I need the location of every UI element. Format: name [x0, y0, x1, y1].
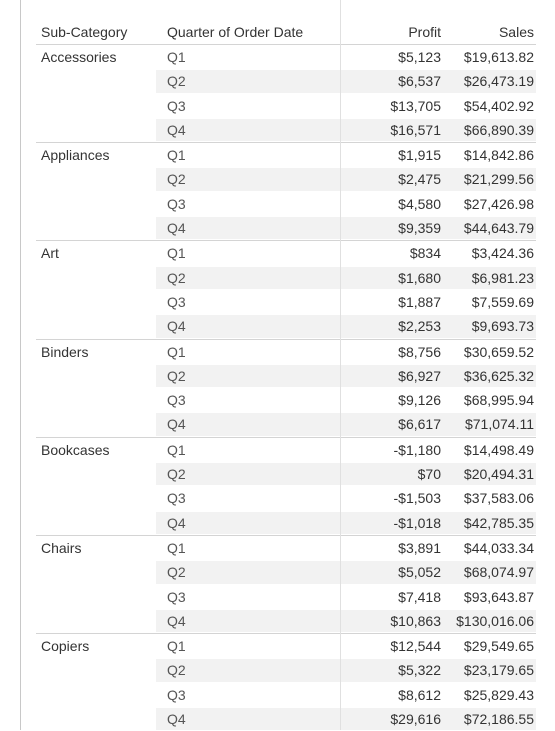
header-row	[36, 22, 536, 44]
sales-cell[interactable]: $54,402.92	[463, 97, 534, 114]
sales-cell[interactable]: $68,995.94	[463, 392, 534, 409]
sales-cell[interactable]: $29,549.65	[463, 638, 534, 655]
profit-cell[interactable]: $12,544	[390, 638, 441, 655]
quarter-cell[interactable]: Q4	[167, 514, 186, 531]
profit-cell[interactable]: $1,887	[398, 293, 441, 310]
quarter-cell[interactable]: Q3	[167, 97, 186, 114]
quarter-cell[interactable]: Q3	[167, 293, 186, 310]
table-row	[36, 266, 536, 290]
sales-cell[interactable]: $23,179.65	[463, 662, 534, 679]
profit-cell[interactable]: $8,612	[398, 686, 441, 703]
profit-cell[interactable]: $5,322	[398, 662, 441, 679]
sub-category-label[interactable]: Chairs	[41, 539, 82, 556]
table-row	[36, 290, 536, 314]
profit-cell[interactable]: $6,537	[398, 73, 441, 90]
table-row	[36, 438, 536, 462]
table-row	[36, 462, 536, 486]
sales-cell[interactable]: $27,426.98	[463, 195, 534, 212]
profit-cell[interactable]: $2,253	[398, 318, 441, 335]
profit-cell[interactable]: $2,475	[398, 171, 441, 188]
profit-cell[interactable]: $1,915	[398, 147, 441, 164]
quarter-cell[interactable]: Q2	[167, 171, 186, 188]
profit-cell[interactable]: $13,705	[390, 97, 441, 114]
profit-cell[interactable]: $5,123	[398, 49, 441, 65]
profit-cell[interactable]: $10,863	[390, 612, 441, 629]
sales-cell[interactable]: $30,659.52	[463, 343, 534, 360]
table-row	[36, 634, 536, 658]
sales-cell[interactable]: $71,074.11	[464, 416, 534, 433]
table-row	[36, 94, 536, 118]
profit-cell[interactable]: $834	[409, 245, 441, 262]
sales-cell[interactable]: $68,074.97	[463, 564, 534, 581]
sales-cell[interactable]: $14,842.86	[463, 147, 534, 164]
profit-cell[interactable]: $5,052	[398, 564, 441, 581]
sub-category-label[interactable]: Binders	[41, 343, 89, 360]
quarter-cell[interactable]: Q1	[167, 245, 186, 262]
sales-cell[interactable]: $7,559.69	[471, 293, 534, 310]
table-row	[36, 486, 536, 510]
quarter-cell[interactable]: Q3	[167, 686, 186, 703]
quarter-cell[interactable]: Q4	[167, 220, 186, 237]
sales-cell[interactable]: $36,625.32	[463, 367, 534, 384]
sales-cell[interactable]: $130,016.06	[456, 612, 534, 629]
quarter-cell[interactable]: Q2	[167, 73, 186, 90]
header-quarter[interactable]: Quarter of Order Date	[167, 24, 304, 40]
quarter-cell[interactable]: Q1	[167, 638, 186, 655]
header-sub-category[interactable]: Sub-Category	[41, 24, 128, 40]
sub-category-label[interactable]: Accessories	[41, 49, 117, 65]
sales-cell[interactable]: $14,498.49	[463, 441, 534, 458]
table-row	[36, 216, 536, 240]
sub-category-group	[36, 535, 536, 633]
profit-cell[interactable]: $29,616	[390, 711, 441, 728]
sub-category-group	[36, 240, 536, 338]
quarter-cell[interactable]: Q4	[167, 416, 186, 433]
profit-cell[interactable]: -$1,503	[393, 490, 441, 507]
sales-cell[interactable]: $37,583.06	[463, 490, 534, 507]
sales-cell[interactable]: $44,033.34	[463, 539, 534, 556]
profit-cell[interactable]: $4,580	[398, 195, 441, 212]
quarter-cell[interactable]: Q4	[167, 318, 186, 335]
quarter-cell[interactable]: Q2	[167, 564, 186, 581]
sales-cell[interactable]: $21,299.56	[463, 171, 534, 188]
table-row	[36, 707, 536, 731]
sales-cell[interactable]: $3,424.36	[471, 245, 534, 262]
quarter-cell[interactable]: Q2	[167, 367, 186, 384]
quarter-cell[interactable]: Q1	[167, 49, 186, 65]
quarter-cell[interactable]: Q3	[167, 490, 186, 507]
column-divider	[340, 0, 341, 730]
profit-cell[interactable]: $6,617	[398, 416, 441, 433]
sales-cell[interactable]: $44,643.79	[463, 220, 534, 237]
quarter-cell[interactable]: Q1	[167, 343, 186, 360]
sub-category-label[interactable]: Copiers	[41, 638, 90, 655]
profit-cell[interactable]: $8,756	[398, 343, 441, 360]
sales-cell[interactable]: $25,829.43	[463, 686, 534, 703]
profit-cell[interactable]: $1,680	[398, 269, 441, 286]
quarter-cell[interactable]: Q4	[167, 121, 186, 138]
table-row	[36, 192, 536, 216]
sales-cell[interactable]: $42,785.35	[463, 514, 534, 531]
quarter-cell[interactable]: Q4	[167, 711, 186, 728]
sales-cell[interactable]: $26,473.19	[463, 73, 534, 90]
sub-category-label[interactable]: Appliances	[41, 147, 110, 164]
table-row	[36, 388, 536, 412]
quarter-cell[interactable]: Q1	[167, 147, 186, 164]
table-row	[36, 609, 536, 633]
profit-cell[interactable]: $3,891	[398, 539, 441, 556]
sub-category-group	[36, 339, 536, 437]
sub-category-label[interactable]: Art	[41, 245, 59, 262]
table-row	[36, 560, 536, 584]
header-profit[interactable]: Profit	[408, 24, 441, 40]
sales-cell[interactable]: $66,890.39	[463, 121, 534, 138]
sales-cell[interactable]: $19,613.82	[463, 49, 534, 65]
profit-cell[interactable]: $9,126	[398, 392, 441, 409]
table-row	[36, 364, 536, 388]
table-body	[36, 44, 536, 731]
table-row	[36, 412, 536, 436]
table-row	[36, 658, 536, 682]
table-row	[36, 143, 536, 167]
profit-cell[interactable]: -$1,018	[393, 514, 441, 531]
sub-category-label[interactable]: Bookcases	[41, 441, 110, 458]
sales-cell[interactable]: $20,494.31	[463, 466, 534, 483]
quarter-cell[interactable]: Q3	[167, 588, 186, 605]
header-sales[interactable]: Sales	[498, 24, 534, 40]
table-row	[36, 118, 536, 142]
quarter-cell[interactable]: Q2	[167, 662, 186, 679]
profit-cell[interactable]: -$1,180	[393, 441, 441, 458]
table-row	[36, 314, 536, 338]
table-row	[36, 340, 536, 364]
table-row	[36, 536, 536, 560]
quarter-cell[interactable]: Q3	[167, 195, 186, 212]
sub-category-group	[36, 437, 536, 535]
profit-cell[interactable]: $16,571	[390, 121, 441, 138]
table-row	[36, 69, 536, 93]
profit-cell[interactable]: $6,927	[398, 367, 441, 384]
sales-cell[interactable]: $72,186.55	[463, 711, 534, 728]
profit-cell[interactable]: $7,418	[398, 588, 441, 605]
profit-cell[interactable]: $9,359	[398, 220, 441, 237]
sub-category-group	[36, 142, 536, 240]
table-row	[36, 585, 536, 609]
sub-category-group	[36, 633, 536, 731]
table-row	[36, 45, 536, 69]
quarter-cell[interactable]: Q1	[167, 539, 186, 556]
sub-category-group	[36, 44, 536, 142]
quarter-cell[interactable]: Q1	[167, 441, 186, 458]
quarter-cell[interactable]: Q3	[167, 392, 186, 409]
table-row	[36, 511, 536, 535]
table-row	[36, 683, 536, 707]
quarter-cell[interactable]: Q4	[167, 612, 186, 629]
quarter-cell[interactable]: Q2	[167, 466, 186, 483]
profit-cell[interactable]: $70	[417, 466, 441, 483]
sales-cell[interactable]: $9,693.73	[471, 318, 534, 335]
sales-cell[interactable]: $93,643.87	[463, 588, 534, 605]
quarter-cell[interactable]: Q2	[167, 269, 186, 286]
table-row	[36, 241, 536, 265]
left-border	[20, 0, 21, 730]
crosstab-table	[36, 22, 536, 731]
sales-cell[interactable]: $6,981.23	[471, 269, 534, 286]
table-row	[36, 167, 536, 191]
